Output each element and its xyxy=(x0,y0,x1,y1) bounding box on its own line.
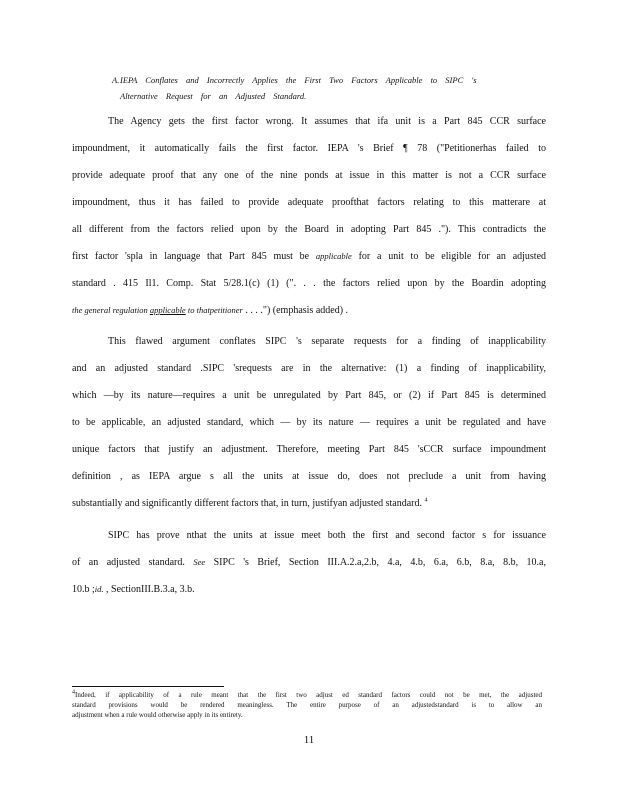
line-text: 10.b ; xyxy=(72,584,95,595)
heading-letter: A. xyxy=(112,75,120,85)
heading-line-1: IEPA Conflates and Incorrectly Applies the First Two Factors Applicable to SIPC 's xyxy=(120,75,477,85)
paragraph-line xyxy=(72,576,546,603)
paragraph-line: definition , as IEPA argue s all the units at issue do, does not preclude a unit from having xyxy=(72,471,546,482)
paragraph-line: and an adjusted standard .SIPC 'srequests are in the alternative: (1) a finding of inapplicability, xyxy=(72,363,546,374)
line-text: first factor 'spla in language that Part 845 must be xyxy=(72,251,310,262)
paragraph-2 xyxy=(72,328,546,517)
line-text: of an adjusted standard. xyxy=(72,557,185,568)
paragraph-line: impoundment, thus it has failed to provide adequate proofthat factors relating to this matterare at xyxy=(72,197,546,208)
paragraph-line: provide adequate proof that any one of the nine ponds at issue in this matter is not a CCR surface xyxy=(72,170,546,181)
paragraph-line: unique factors that justify an adjustment. Therefore, meeting Part 845 'sCCR surface impoundment xyxy=(72,444,546,455)
paragraph-line: The Agency gets the first factor wrong. It assumes that ifa unit is a Part 845 CCR surface xyxy=(108,116,546,127)
line-text: SIPC 's Brief, Section III.A.2.a,2.b, 4.a, 4.b, 6.a, 6.b, 8.a, 8.b, 10.a, xyxy=(213,557,546,568)
section-heading xyxy=(112,72,560,104)
paragraph-line: impoundment, it automatically fails the first factor. IEPA 's Brief ¶ 78 ("Petitionerhas failed to xyxy=(72,143,546,154)
paragraph-line: to be applicable, an adjusted standard, which — by its nature — requires a unit be regulated and have xyxy=(72,417,546,428)
heading-line-2: Alternative Request for an Adjusted Standard. xyxy=(120,91,307,101)
paragraph-line xyxy=(72,549,546,576)
paragraph-line: standard . 415 Il1. Comp. Stat 5/28.1(c) (1) (". . . the factors relied upon by the Boardin adopting xyxy=(72,278,546,289)
line-text: substantially and significantly different factors that, in turn, justifyan adjusted standard. xyxy=(72,498,423,509)
line-text: for a unit to be eligible for an adjusted xyxy=(358,251,547,262)
paragraph-line: This flawed argument conflates SIPC 's separate requests for a finding of inapplicability xyxy=(108,336,546,347)
footnote-line xyxy=(72,690,542,700)
paragraph-3 xyxy=(72,522,546,603)
footnote-line: adjustment when a rule would otherwise apply in its entirety. xyxy=(72,711,243,719)
emphasis-applicable: applicable xyxy=(315,251,352,261)
paragraph-line xyxy=(72,490,546,517)
quoted-italic: the general regulation applicable to thatpetitioner xyxy=(72,305,243,315)
paragraph-line: all different from the factors relied upon by the Board in adopting Part 845 ."). This contradicts the xyxy=(72,224,546,235)
paragraph-line: SIPC has prove nthat the units at issue meet both the first and second factor s for issuance xyxy=(108,530,546,541)
paragraph-line xyxy=(72,243,546,270)
page-number: 11 xyxy=(303,734,315,746)
footnote-marker: 4 xyxy=(424,497,428,504)
paragraph-1 xyxy=(72,108,546,324)
line-text: , SectionIII.B.3.a, 3.b. xyxy=(106,584,195,595)
footnote-number: 4 xyxy=(72,689,75,696)
footnote-line: standard provisions would be rendered meaningless. The entire purpose of an adjustedstandard is to allow an xyxy=(72,701,542,709)
see-signal: See xyxy=(193,557,206,567)
footnote-text: Indeed, if applicability of a rule meant that the first two adjust ed standard factors could not be met, the adjusted xyxy=(75,691,542,699)
paragraph-line xyxy=(72,297,546,324)
footnote-divider xyxy=(72,686,224,687)
paragraph-line: which —by its nature—requires a unit be unregulated by Part 845, or (2) if Part 845 is determined xyxy=(72,390,546,401)
line-text: . . . .") (emphasis added) . xyxy=(242,305,349,316)
footnote xyxy=(72,690,542,720)
id-signal: id. xyxy=(94,584,104,594)
